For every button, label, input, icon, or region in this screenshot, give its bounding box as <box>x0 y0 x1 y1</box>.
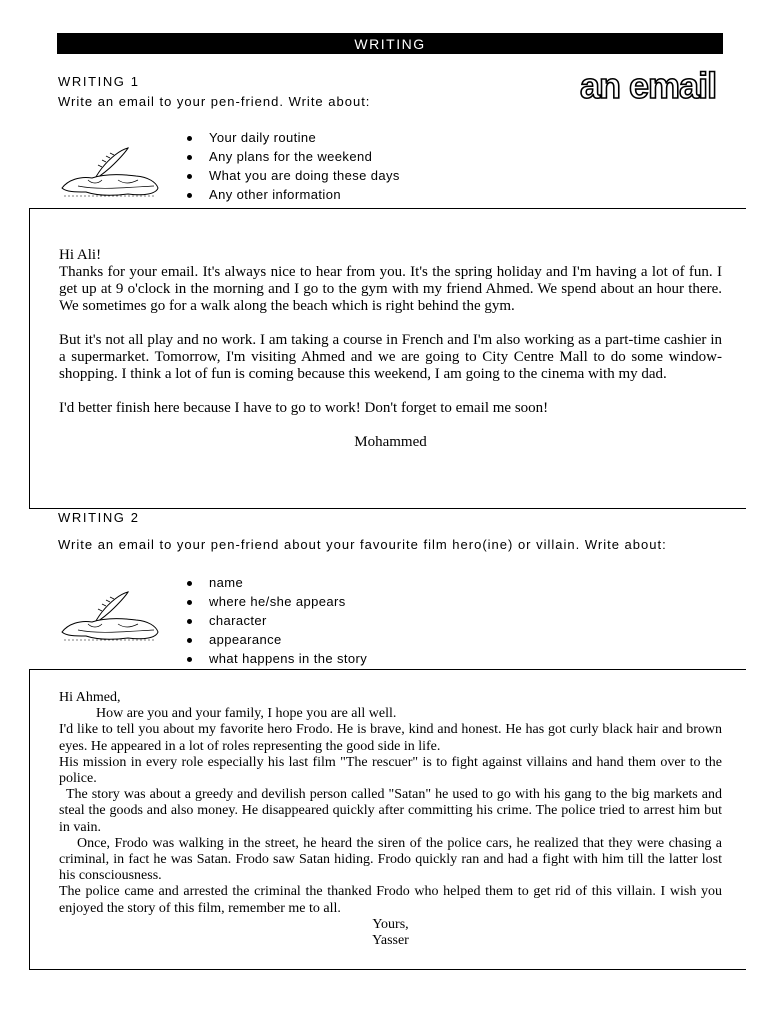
writing1-bullet-list <box>185 128 400 204</box>
list-item: Any plans for the weekend <box>185 147 400 166</box>
email-closing: Yours, <box>372 916 409 932</box>
list-item: Any other information <box>185 185 400 204</box>
email-line: The story was about a greedy and devilish person called "Satan" he used to go with his gang to the big markets and steal the goods and also money. He disappeared quickly after committing his crime. The police tried to arrest him but in vain. <box>59 787 722 835</box>
email-line: How are you and your family, I hope you are all well. <box>96 706 397 722</box>
list-item: appearance <box>185 630 367 649</box>
writing1-prompt: Write an email to your pen-friend. Write about: <box>58 94 371 109</box>
email-paragraph: But it's not all play and no work. I am taking a course in French and I'm also working as a part-time cashier in a supermarket. Tomorrow, I'm visiting Ahmed and we are going to City Centre Mall to do some window-shopping. I think a lot of fun is coming because this weekend, I am going to the cinema with my dad. <box>59 332 722 382</box>
list-item: what happens in the story <box>185 649 367 668</box>
svg-text:an email: an email <box>580 65 717 106</box>
writing2-heading: WRITING 2 <box>58 510 140 525</box>
page-title: WRITING <box>354 36 426 52</box>
email-greeting: Hi Ahmed, <box>59 690 121 705</box>
writing2-email <box>59 690 722 949</box>
email-line: I'd like to tell you about my favorite hero Frodo. He is brave, kind and honest. He has got curly black hair and brown eyes. He appeared in a lot of roles representing the good side in life. <box>59 722 722 754</box>
quill-writing-icon <box>58 140 162 200</box>
list-item: where he/she appears <box>185 592 367 611</box>
email-greeting: Hi Ali! <box>59 247 102 263</box>
email-line: Once, Frodo was walking in the street, he heard the siren of the police cars, he realized that they were chasing a criminal, in fact he was Satan. Frodo saw Satan hiding. Frodo quickly ran and had a fight with him till the latter lost his consciousness. <box>59 835 722 884</box>
email-paragraph: I'd better finish here because I have to go to work! Don't forget to email me soon! <box>59 400 549 416</box>
writing2-prompt: Write an email to your pen-friend about your favourite film hero(ine) or villain. Write about: <box>58 537 667 552</box>
writing1-heading: WRITING 1 <box>58 74 140 89</box>
list-item: character <box>185 611 367 630</box>
list-item: Your daily routine <box>185 128 400 147</box>
list-item: What you are doing these days <box>185 166 400 185</box>
writing2-bullet-list <box>185 573 367 668</box>
email-line: His mission in every role especially his last film "The rescuer" is to fight against villains and hand them over to the police. <box>59 754 722 787</box>
an-email-logo <box>578 64 728 106</box>
email-signature: Mohammed <box>354 434 427 450</box>
page-title-bar <box>57 33 723 54</box>
list-item: name <box>185 573 367 592</box>
email-signature: Yasser <box>372 933 409 949</box>
email-paragraph: Thanks for your email. It's always nice to hear from you. It's the spring holiday and I'm having a lot of fun. I get up at 9 o'clock in the morning and I go to the gym with my friend Ahmed. We spend about an hour there. We sometimes go for a walk along the beach which is right behind the gym. <box>59 264 722 314</box>
quill-writing-icon <box>58 584 162 644</box>
writing1-email <box>59 247 722 451</box>
email-line: The police came and arrested the criminal the thanked Frodo who helped them to get rid of this villain. I wish you enjoyed the story of this film, remember me to all. <box>59 884 722 916</box>
